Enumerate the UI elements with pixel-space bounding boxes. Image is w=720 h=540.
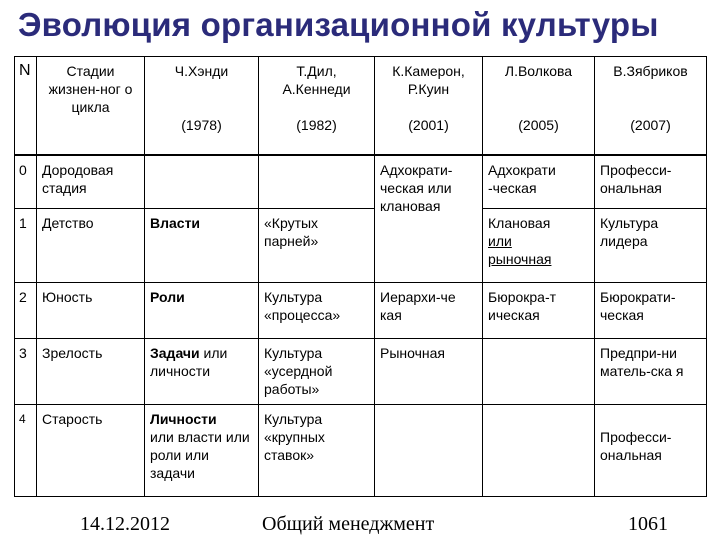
- row-3-cameron: Рыночная: [375, 339, 483, 405]
- header-cameron-year: (2001): [408, 117, 449, 133]
- header-zyabrikov-year: (2007): [630, 117, 671, 133]
- row-3-n: 3: [15, 339, 37, 405]
- row-4-zyabrikov: [595, 405, 707, 497]
- row-3-volkova: [483, 339, 595, 405]
- header-deal-name: Т.Дил, А.Кеннеди: [282, 63, 351, 97]
- row-4-stage: Старость: [37, 405, 145, 497]
- row-0-n: 0: [15, 155, 37, 209]
- row-2-volkova: Бюрокра-т ическая: [483, 283, 595, 339]
- row-4-handy: [145, 405, 259, 497]
- row-4-volkova: [483, 405, 595, 497]
- row-0-zyabrikov: Професси-ональная: [595, 155, 707, 209]
- row-3-stage: Зрелость: [37, 339, 145, 405]
- row-1-volkova-c: рыночная: [488, 251, 552, 267]
- row-4-handy-bold: Личности: [150, 411, 217, 427]
- header-cameron-name: К.Камерон, Р.Куин: [392, 63, 465, 97]
- table-row: [15, 339, 707, 405]
- header-volkova: [483, 57, 595, 155]
- row-2-stage: Юность: [37, 283, 145, 339]
- row-4-n: 4: [15, 405, 37, 497]
- row-1-stage: Детство: [37, 209, 145, 283]
- row-0-deal: [259, 155, 375, 209]
- row-3-handy-bold: Задачи: [150, 345, 200, 361]
- row-2-zyabrikov: Бюрократи-ческая: [595, 283, 707, 339]
- footer-course: Общий менеджмент: [262, 513, 435, 535]
- row-3-handy: [145, 339, 259, 405]
- row-4-zyabrikov-text: Професси-ональная: [600, 429, 672, 463]
- row-1-deal: «Крутых парней»: [259, 209, 375, 283]
- row-1-zyabrikov: Культура лидера: [595, 209, 707, 283]
- row-0-stage: Дородовая стадия: [37, 155, 145, 209]
- table-row: [15, 209, 707, 283]
- row-1-n: 1: [15, 209, 37, 283]
- row-2-handy: Роли: [145, 283, 259, 339]
- header-zyabrikov: [595, 57, 707, 155]
- row-3-deal: Культура «усердной работы»: [259, 339, 375, 405]
- row-2-deal: Культура «процесса»: [259, 283, 375, 339]
- header-n: N: [15, 57, 37, 155]
- header-zyabrikov-name: В.Зябриков: [613, 63, 688, 79]
- row-0-volkova: Адхократи -ческая: [483, 155, 595, 209]
- header-stage: Стадии жизнен-ног о цикла: [37, 57, 145, 155]
- row-4-deal: Культура «крупных ставок»: [259, 405, 375, 497]
- row-2-cameron: Иерархи-че кая: [375, 283, 483, 339]
- culture-evolution-table: [14, 56, 707, 497]
- header-volkova-name: Л.Волкова: [504, 63, 573, 79]
- footer-date: 14.12.2012: [80, 513, 170, 535]
- header-deal-year: (1982): [296, 117, 337, 133]
- row-4-handy-rest: или власти или роли или задачи: [150, 429, 250, 481]
- table-row: [15, 405, 707, 497]
- footer-page-number: 1061: [628, 513, 668, 535]
- row-3-zyabrikov: Предпри-ни матель-ска я: [595, 339, 707, 405]
- header-deal: [259, 57, 375, 155]
- row-4-cameron: [375, 405, 483, 497]
- row-1-volkova-a: Клановая: [488, 215, 551, 231]
- header-handy-year: (1978): [181, 117, 222, 133]
- row-0-1-cameron: Адхократи-ческая или клановая: [375, 155, 483, 283]
- header-handy: [145, 57, 259, 155]
- header-volkova-year: (2005): [518, 117, 559, 133]
- row-1-volkova-b: или: [488, 233, 512, 249]
- row-3-handy-rest: или личности: [150, 345, 228, 379]
- header-row: [15, 57, 707, 155]
- header-handy-name: Ч.Хэнди: [174, 63, 229, 79]
- slide-title: Эволюция организационной культуры: [18, 6, 659, 43]
- row-1-volkova: [483, 209, 595, 283]
- header-cameron: [375, 57, 483, 155]
- table-row: [15, 155, 707, 209]
- table-row: [15, 283, 707, 339]
- row-1-handy: Власти: [145, 209, 259, 283]
- row-0-handy: [145, 155, 259, 209]
- row-2-n: 2: [15, 283, 37, 339]
